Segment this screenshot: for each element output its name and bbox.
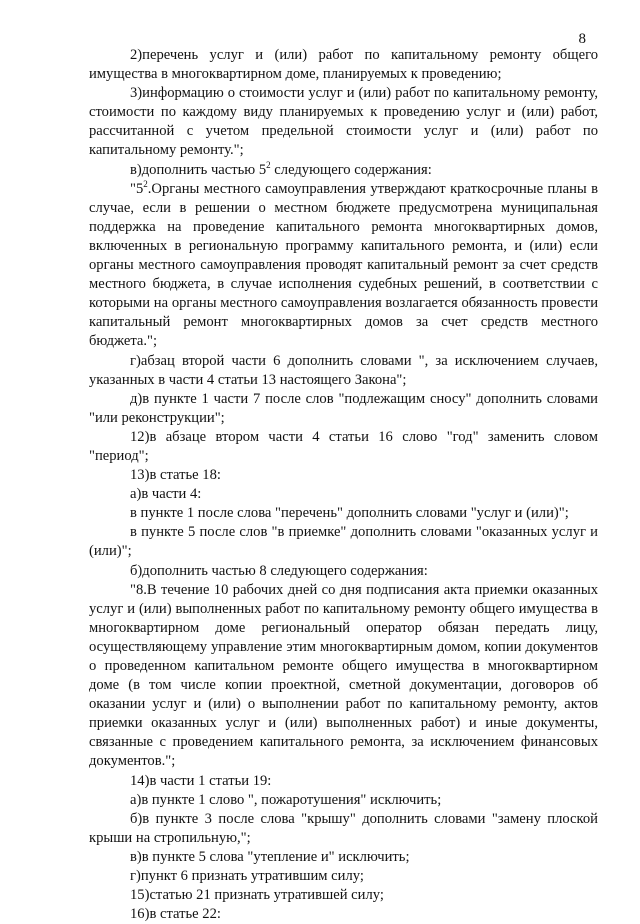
paragraph: "8.В течение 10 рабочих дней со дня подписания акта приемки оказанных услуг и (или) выполненных работ по капитальному ремонту общего имущества в многоквартирном доме региональный оператор обязан передать лицу, осуществляющему управление этим многоквартирным домом, копии документов о проведенном капитальном ремонте общего имущества в многоквартирном доме (в том числе копии проектной, сметной документации, договоров об оказании услуг и (или) о выполнении работ по капитальному ремонту, актов приемки оказанных услуг и (или) выполненных работ) и иные документы, связанные с проведением капитального ремонта, за исключением финансовых документов."; xyxy=(89,581,598,770)
paragraph: б)в пункте 3 после слова "крышу" дополнить словами "замену плоской крыши на стропильную,"; xyxy=(89,810,598,846)
paragraph: в пункте 5 после слов "в приемке" дополнить словами "оказанных услуг и (или)"; xyxy=(89,524,598,560)
paragraph-text: следующего содержания: xyxy=(270,161,432,178)
paragraph: 13)в статье 18: xyxy=(130,467,221,484)
superscript: 2 xyxy=(143,178,148,189)
document-body xyxy=(89,46,598,924)
paragraph: 12)в абзаце втором части 4 статьи 16 слово "год" заменить словом "период"; xyxy=(89,428,598,464)
paragraph: 2)перечень услуг и (или) работ по капитальному ремонту общего имущества в многоквартирном доме, планируемых к проведению; xyxy=(89,47,598,83)
paragraph: д)в пункте 1 части 7 после слов "подлежащим сносу" дополнить словами "или реконструкции"; xyxy=(89,390,598,426)
paragraph-text: "5 xyxy=(130,180,144,197)
paragraph-text: в)дополнить частью 5 xyxy=(130,161,267,178)
paragraph: г)абзац второй части 6 дополнить словами ", за исключением случаев, указанных в части 4 статьи 13 настоящего Закона"; xyxy=(89,352,598,388)
paragraph xyxy=(89,180,598,352)
paragraph: а)в пункте 1 слово ", пожаротушения" исключить; xyxy=(130,791,442,808)
paragraph: б)дополнить частью 8 следующего содержания: xyxy=(130,562,428,579)
paragraph xyxy=(89,161,598,180)
page-number: 8 xyxy=(578,31,586,47)
superscript: 2 xyxy=(266,159,271,170)
paragraph: г)пункт 6 признать утратившим силу; xyxy=(130,868,364,885)
paragraph: 15)статью 21 признать утратившей силу; xyxy=(130,887,384,904)
paragraph: 3)информацию о стоимости услуг и (или) работ по капитальному ремонту, стоимости по каждому виду планируемых к проведению услуг и (или) работ, рассчитанной с учетом предельной стоимости услуг и (или) работ по капитальному ремонту."; xyxy=(89,85,598,159)
paragraph: 16)в статье 22: xyxy=(130,906,221,923)
paragraph-text: .Органы местного самоуправления утверждают краткосрочные планы в случае, если в решении о местном бюджете предусмотрена муниципальная поддержка на проведение капитального ремонта многоквартирных домов, включенных в региональную программу капитального ремонта, и (или) если органы местного самоуправления проводят капитальный ремонт за счет средств местного бюджета, в случае исполнения судебных решений, в соответствии с которыми на органы местного самоуправления возлагается обязанность провести капитальный ремонт многоквартирных домов за счет средств местного бюджета."; xyxy=(89,180,598,350)
paragraph: в)в пункте 5 слова "утепление и" исключить; xyxy=(130,848,410,865)
paragraph: 14)в части 1 статьи 19: xyxy=(130,772,272,789)
paragraph: в пункте 1 после слова "перечень" дополнить словами "услуг и (или)"; xyxy=(130,505,569,522)
paragraph: а)в части 4: xyxy=(130,486,202,503)
